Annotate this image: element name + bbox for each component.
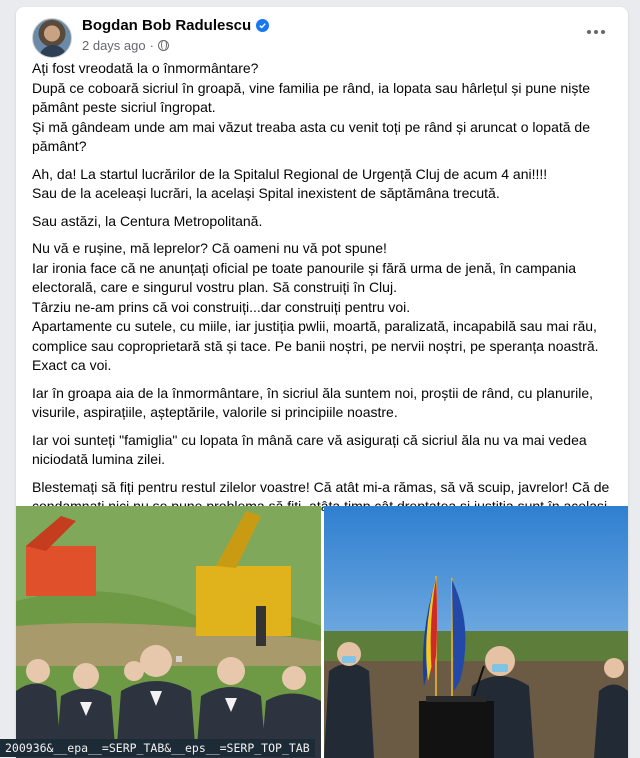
text-line: complice sau coproprietară stă și tace. Pe banii noștri, pe nervii noștri, pe speranța noastră. [32, 337, 599, 354]
photo-construction-ceremony[interactable] [16, 506, 321, 758]
verified-badge-icon [256, 19, 269, 32]
text-line: După ce coboară sicriul în groapă, vine familia pe rând, ia lopata sau hârlețul și pune niște [32, 79, 590, 96]
status-url-bar: 200936&__epa__=SERP_TAB&__eps__=SERP_TOP_TAB [0, 739, 315, 757]
text-line: Iar în groapa aia de la înmormântare, în sicriul ăla suntem noi, proștii de rând, cu planurile, [32, 384, 594, 401]
text-line: Iar ironia face că ne anunțați oficial pe toate panourile și fără urma de jenă, în campania [32, 259, 576, 276]
separator-dot: · [149, 38, 154, 53]
text-line: Exact ca voi. [32, 357, 112, 373]
text-line: Ah, da! La startul lucrărilor de la Spitalul Regional de Urgență Cluj de acum 4 ani!!!! [32, 165, 548, 182]
author-line [82, 17, 269, 34]
post-meta [82, 38, 169, 53]
text-line: Apartamente cu sutele, cu miile, iar justiția pwlii, moartă, paralizată, incapabilă sau mai rău, [32, 318, 597, 334]
paragraph [32, 239, 622, 376]
more-options-icon[interactable] [584, 23, 608, 41]
text-line: Și mă gândeam unde am mai văzut treaba asta cu venit toți pe rând și aruncat o lopată de [32, 118, 590, 135]
paragraph [32, 59, 622, 157]
paragraph [32, 165, 622, 204]
post-card [16, 7, 628, 758]
paragraph [32, 384, 622, 423]
text-line: electorală, care e singurul vostru plan. Să construiți în Cluj. [32, 279, 397, 295]
author-avatar[interactable] [32, 18, 72, 58]
text-line: Ați fost vreodată la o înmormântare? [32, 60, 259, 76]
post-timestamp[interactable]: 2 days ago [82, 38, 146, 53]
text-line: Iar voi sunteți "famiglia" cu lopata în mână care vă asigurați că sicriul ăla nu va mai vedea [32, 431, 587, 448]
text-line: Sau de la aceleași lucrări, la același Spital inexistent de săptămâna trecută. [32, 185, 500, 201]
text-line: Blestemați să fiți pentru restul zilelor voastre! Că atât mi-a rămas, să vă scuip, javrelor! Că de [32, 478, 610, 495]
text-line: pământ peste sicriul îngropat. [32, 99, 216, 115]
photo-illustration [324, 506, 628, 758]
photo-press-conference[interactable] [324, 506, 628, 758]
globe-icon[interactable] [158, 40, 169, 51]
post-header [16, 7, 628, 59]
text-line: visurile, aspirațiile, așteptările, valorile si principiile noastre. [32, 404, 398, 420]
text-line: Nu vă e rușine, mă leprelor? Că oameni nu vă pot spune! [32, 240, 387, 256]
text-line: Târziu ne-am prins că voi construiți...dar construiți pentru voi. [32, 298, 411, 315]
post-text [32, 59, 622, 544]
photo-illustration [16, 506, 321, 758]
author-name[interactable]: Bogdan Bob Radulescu [82, 17, 252, 34]
text-line: Sau astăzi, la Centura Metropolitană. [32, 212, 263, 229]
post-photos [16, 506, 628, 758]
paragraph [32, 431, 622, 470]
text-line: pământ? [32, 138, 87, 154]
text-line: niciodată lumina zilei. [32, 451, 166, 467]
paragraph [32, 212, 622, 232]
